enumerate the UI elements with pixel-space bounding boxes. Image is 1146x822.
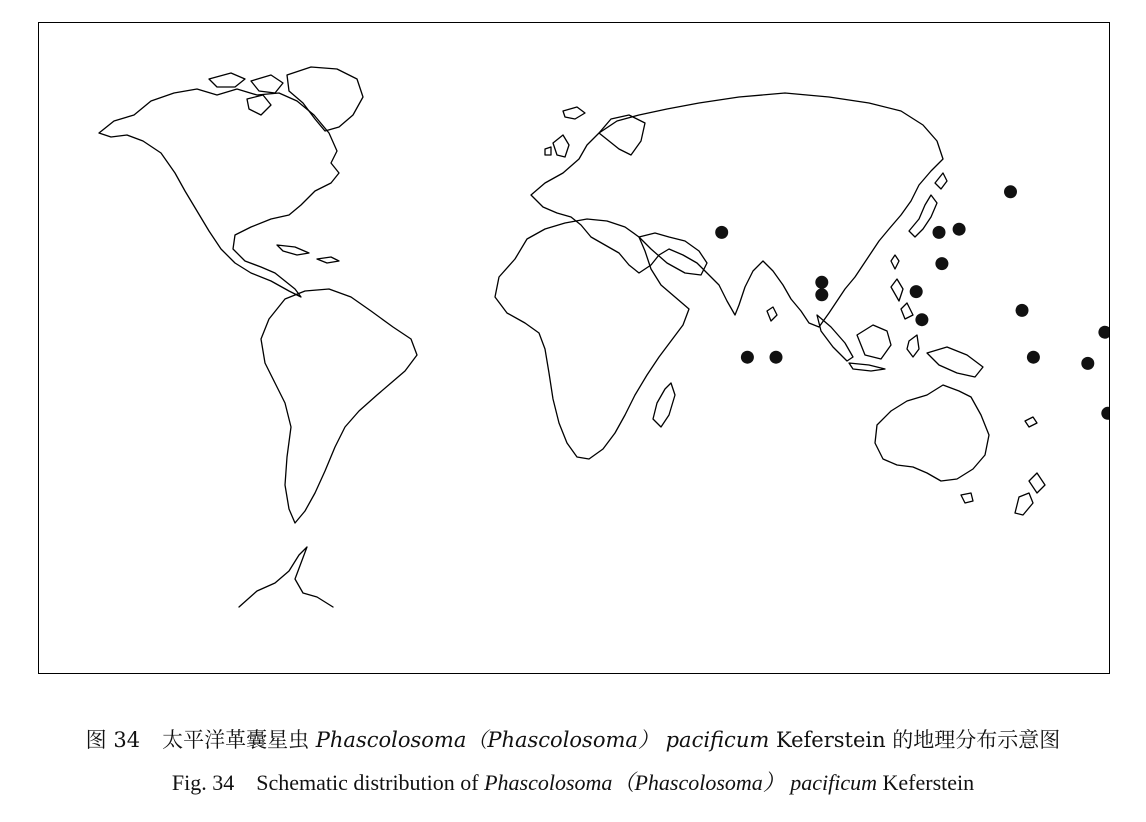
distribution-point-9	[935, 257, 948, 270]
distribution-point-2	[815, 276, 828, 289]
coast-iceland	[563, 107, 585, 119]
coast-new-caledonia	[1025, 417, 1037, 427]
coast-new-zealand	[1015, 473, 1045, 515]
caption-en-genus: Phascolosoma	[484, 770, 613, 795]
distribution-point-15	[1098, 326, 1110, 339]
coast-british-isles	[545, 135, 569, 157]
coast-tasmania	[961, 493, 973, 503]
coast-new-guinea	[927, 347, 983, 377]
caption-zh-figure-number: 图 34	[85, 728, 141, 752]
coast-eurasia	[531, 93, 943, 327]
distribution-point-12	[1016, 304, 1029, 317]
caption-zh-genus: Phascolosoma	[315, 728, 467, 752]
coast-north-america	[99, 89, 339, 297]
distribution-point-14	[1081, 357, 1094, 370]
coastlines	[99, 67, 1045, 607]
caption-en-subgenus: （Phascolosoma）	[612, 770, 785, 795]
caption-en-species: pacificum	[790, 770, 878, 795]
caption-zh-species-name: 太平洋革囊星虫	[162, 728, 310, 752]
coast-sulawesi	[907, 335, 919, 357]
distribution-point-6	[1004, 185, 1017, 198]
distribution-point-1	[715, 226, 728, 239]
caption-zh-species: pacificum	[665, 728, 770, 752]
distribution-point-11	[915, 313, 928, 326]
figure-caption-chinese	[0, 724, 1146, 754]
coast-greenland	[287, 67, 363, 131]
caption-en-figure-number: Fig. 34	[171, 770, 235, 795]
distribution-point-5	[770, 351, 783, 364]
coast-south-america	[261, 289, 417, 523]
world-map	[38, 22, 1110, 674]
coast-madagascar	[653, 383, 675, 427]
coast-taiwan	[891, 255, 899, 269]
distribution-point-3	[815, 288, 828, 301]
distribution-point-7	[933, 226, 946, 239]
distribution-point-4	[741, 351, 754, 364]
coast-antarctica	[239, 547, 333, 607]
distribution-point-13	[1027, 351, 1040, 364]
caption-zh-subgenus: （Phascolosoma）	[466, 728, 659, 752]
map-canvas	[39, 23, 1110, 674]
coast-caribbean	[277, 245, 339, 263]
coast-scandinavia	[599, 115, 645, 155]
distribution-point-10	[910, 285, 923, 298]
distribution-markers	[715, 185, 1110, 419]
caption-en-author: Keferstein	[882, 770, 975, 795]
coast-borneo	[857, 325, 891, 359]
figure-caption-english	[0, 766, 1146, 797]
distribution-point-8	[953, 223, 966, 236]
distribution-point-16	[1101, 407, 1110, 420]
coast-philippines	[891, 279, 913, 319]
caption-zh-author-suffix: Keferstein 的地理分布示意图	[775, 728, 1061, 752]
coast-java	[849, 363, 885, 371]
caption-en-prefix: Schematic distribution of	[256, 770, 479, 795]
coast-arabia	[639, 233, 707, 275]
coast-australia	[875, 385, 989, 481]
coast-sri-lanka	[767, 307, 777, 321]
